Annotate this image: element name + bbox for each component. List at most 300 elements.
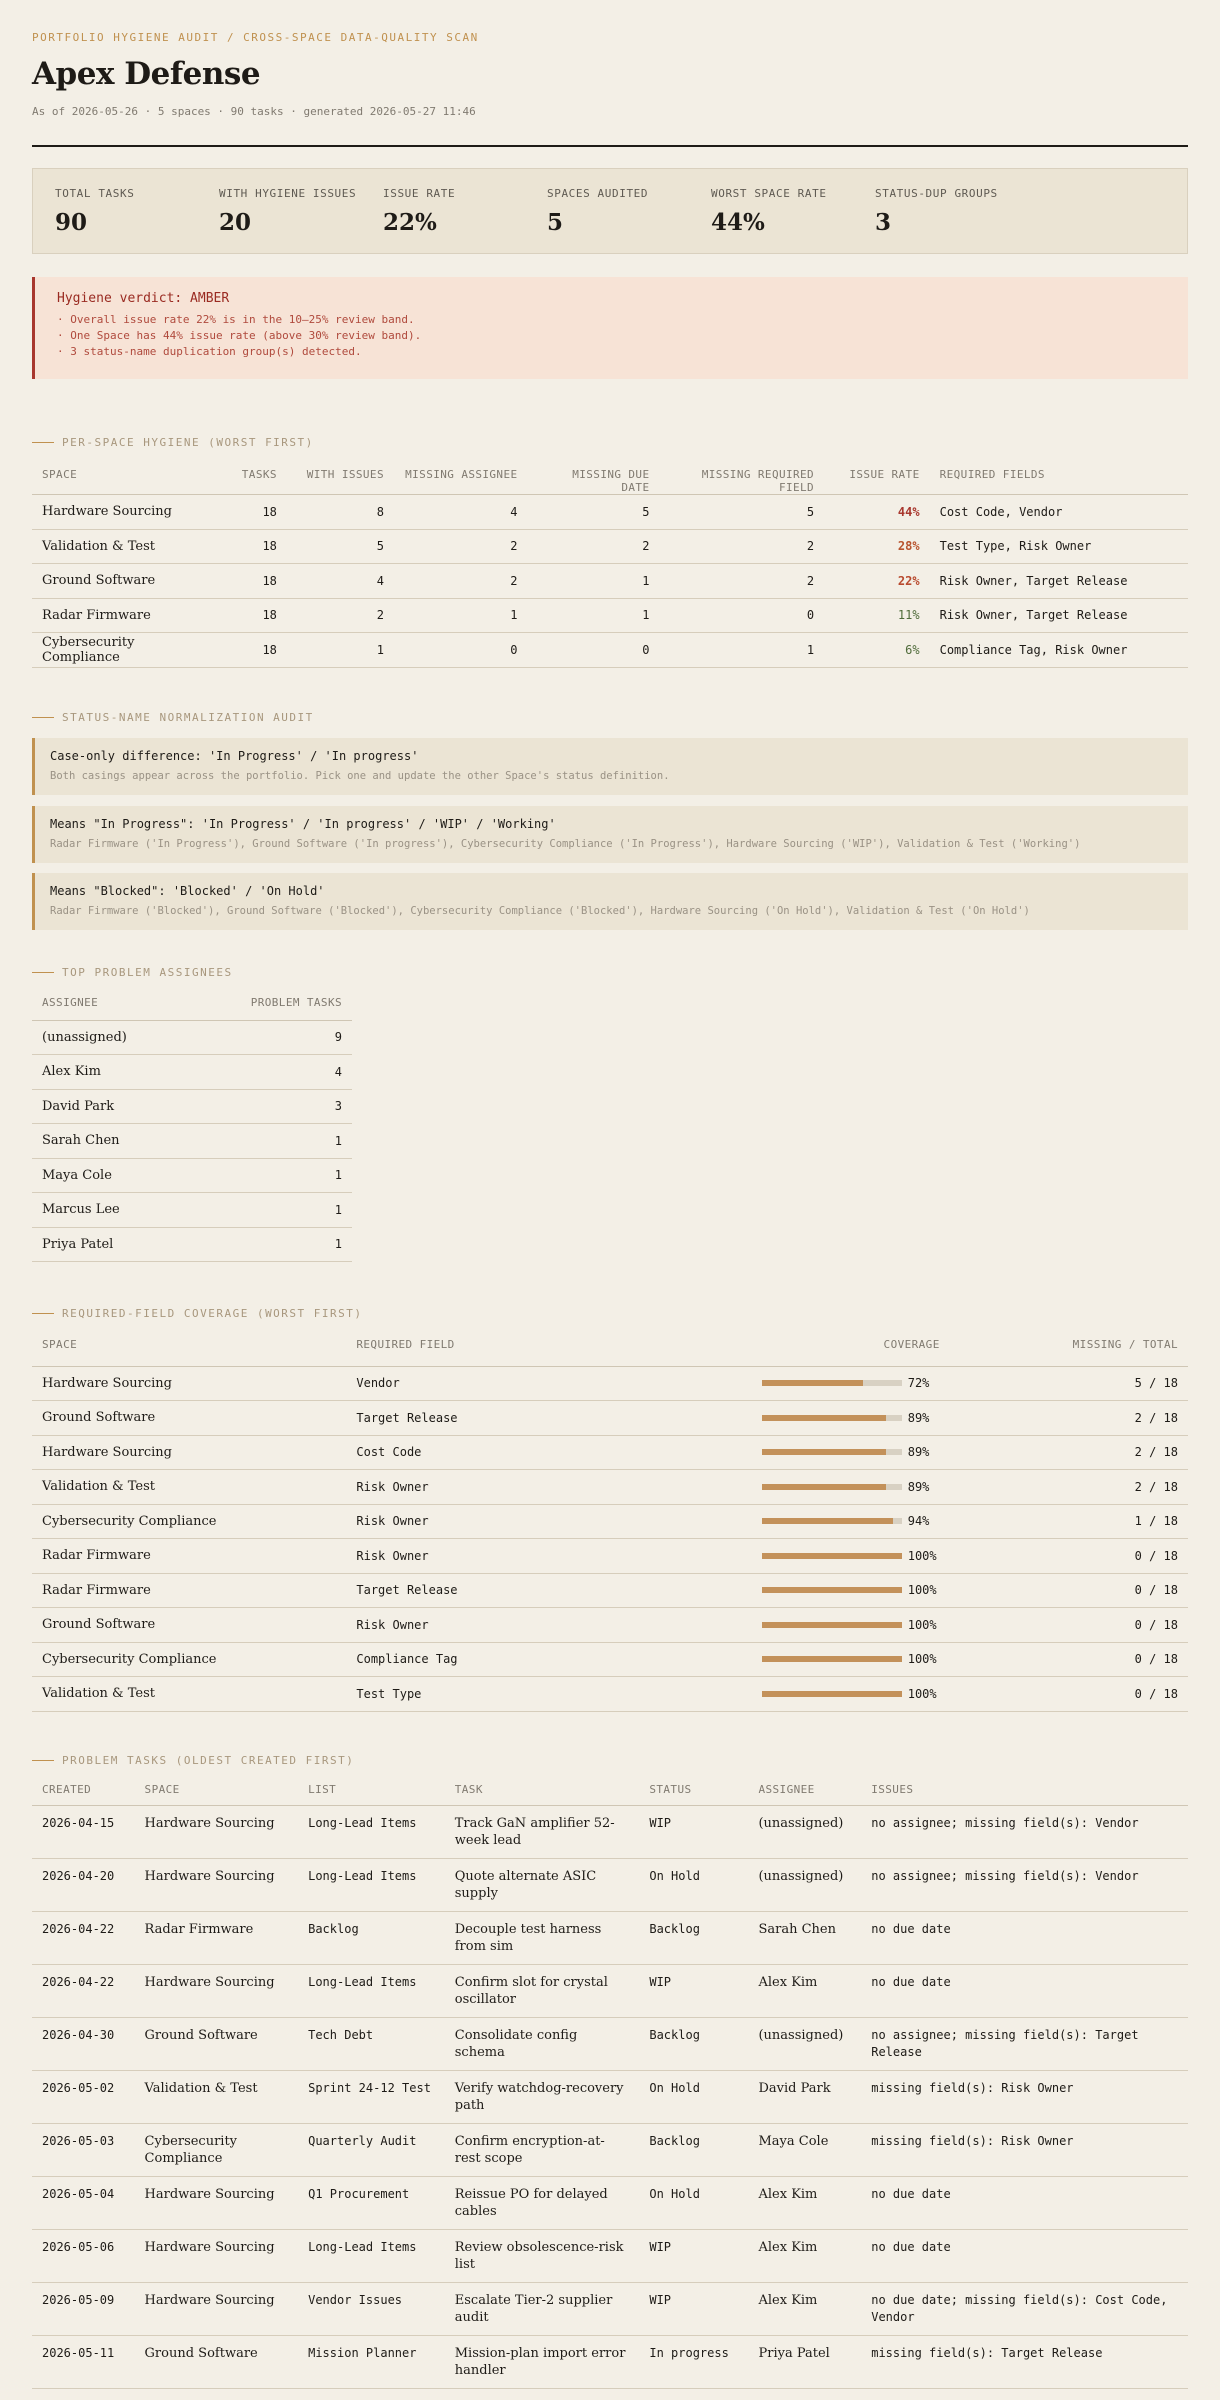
table-row xyxy=(32,1227,352,1262)
table-cell: 18 xyxy=(212,633,286,668)
coverage-field: Cost Code xyxy=(346,1435,642,1470)
coverage-percent: 89% xyxy=(907,1445,930,1460)
table-cell: 2 xyxy=(528,529,660,564)
section-label: REQUIRED-FIELD COVERAGE (WORST FIRST) xyxy=(62,1307,363,1320)
stat-value: 22% xyxy=(383,209,437,236)
assignee-count: 1 xyxy=(187,1193,352,1228)
column-header: SPACE xyxy=(135,1783,299,1805)
table-header-row xyxy=(32,468,1188,495)
assignee-name: David Park xyxy=(32,1089,187,1124)
task-assignee: Maya Cole xyxy=(748,2123,861,2176)
task-list: Tech Debt xyxy=(298,2017,445,2070)
coverage-missing: 0 / 18 xyxy=(950,1677,1188,1712)
coverage-missing: 5 / 18 xyxy=(950,1366,1188,1401)
coverage-cell xyxy=(643,1573,950,1608)
status-norm-detail: Radar Firmware ('In Progress'), Ground Software ('In progress'), Cybersecurity Compliance ('In Progress'), Hardware Sourcing ('WIP'), Validation & Test ('Working') xyxy=(50,838,1081,850)
task-issues: missing field(s): Target Release xyxy=(861,2335,1188,2388)
coverage-missing: 2 / 18 xyxy=(950,1435,1188,1470)
coverage-field: Target Release xyxy=(346,1573,642,1608)
task-assignee: (unassigned) xyxy=(748,1805,861,1858)
status-norm-heading: Case-only difference: 'In Progress' / 'In progress' xyxy=(50,749,419,763)
column-header: PROBLEM TASKS xyxy=(187,996,352,1020)
column-header: MISSING / TOTAL xyxy=(950,1338,1188,1366)
task-space: Hardware Sourcing xyxy=(135,2229,299,2282)
coverage-missing: 0 / 18 xyxy=(950,1539,1188,1574)
table-cell: 5 xyxy=(528,495,660,530)
table-cell: 8 xyxy=(287,495,394,530)
task-issues: missing field(s): Risk Owner xyxy=(861,2123,1188,2176)
column-header: ISSUES xyxy=(861,1783,1188,1805)
stat-value: 20 xyxy=(219,209,252,236)
per-space-table xyxy=(32,468,1188,668)
coverage-bar xyxy=(762,1553,902,1559)
task-created: 2026-05-11 xyxy=(32,2335,135,2388)
table-row xyxy=(32,1573,1188,1608)
section-dash xyxy=(32,1760,54,1761)
task-issues: no assignee; missing field(s): Vendor xyxy=(861,1805,1188,1858)
coverage-meter xyxy=(653,1445,940,1459)
stat-card xyxy=(383,187,455,236)
table-row xyxy=(32,495,1188,530)
task-name: Escalate Tier-2 supplier audit xyxy=(445,2282,640,2335)
coverage-field: Target Release xyxy=(346,1401,642,1436)
summary-stats xyxy=(32,168,1188,254)
coverage-bar xyxy=(762,1656,902,1662)
coverage-space: Hardware Sourcing xyxy=(32,1435,346,1470)
task-space: Ground Software xyxy=(135,2017,299,2070)
stat-label: WORST SPACE RATE xyxy=(711,187,827,200)
coverage-bar-fill xyxy=(762,1484,887,1490)
section-dash xyxy=(32,972,54,973)
table-header-row xyxy=(32,1783,1188,1805)
table-row xyxy=(32,1193,352,1228)
page-title: Apex Defense xyxy=(32,56,261,92)
task-name: Review obsolescence-risk list xyxy=(445,2229,640,2282)
coverage-bar xyxy=(762,1587,902,1593)
assignee-count: 4 xyxy=(187,1055,352,1090)
coverage-cell xyxy=(643,1366,950,1401)
task-status: WIP xyxy=(639,1805,748,1858)
table-cell: Hardware Sourcing xyxy=(32,495,212,530)
table-row xyxy=(32,2123,1188,2176)
coverage-bar-fill xyxy=(762,1518,894,1524)
task-name: Confirm slot for crystal oscillator xyxy=(445,1964,640,2017)
task-issues: no due date xyxy=(861,2229,1188,2282)
status-norm-card xyxy=(32,806,1188,863)
table-row xyxy=(32,1539,1188,1574)
issue-rate-cell: 11% xyxy=(824,598,930,633)
assignee-count: 1 xyxy=(187,1227,352,1262)
coverage-meter xyxy=(653,1583,940,1597)
assignee-count: 9 xyxy=(187,1020,352,1055)
stat-value: 3 xyxy=(875,209,892,236)
table-row xyxy=(32,1677,1188,1712)
stat-value: 5 xyxy=(547,209,564,236)
assignee-count: 1 xyxy=(187,1158,352,1193)
table-row xyxy=(32,1435,1188,1470)
section-title-assignees xyxy=(32,966,233,979)
task-list: Backlog xyxy=(298,1911,445,1964)
assignee-name: Marcus Lee xyxy=(32,1193,187,1228)
task-issues: no due date xyxy=(861,1911,1188,1964)
table-cell: 0 xyxy=(659,598,824,633)
task-assignee: Sarah Chen xyxy=(748,1911,861,1964)
coverage-meter xyxy=(653,1618,940,1632)
table-cell: Radar Firmware xyxy=(32,598,212,633)
coverage-bar-fill xyxy=(762,1449,887,1455)
task-name: Mission-plan import error handler xyxy=(445,2335,640,2388)
task-issues: no due date xyxy=(861,2176,1188,2229)
table-row xyxy=(32,2176,1188,2229)
verdict-line: · 3 status-name duplication group(s) detected. xyxy=(57,345,362,358)
coverage-bar-fill xyxy=(762,1380,863,1386)
coverage-missing: 1 / 18 xyxy=(950,1504,1188,1539)
table-cell: 18 xyxy=(212,495,286,530)
table-row xyxy=(32,1470,1188,1505)
table-cell: 18 xyxy=(212,564,286,599)
stat-card xyxy=(875,187,998,236)
coverage-field: Test Type xyxy=(346,1677,642,1712)
task-assignee: Priya Patel xyxy=(748,2335,861,2388)
section-label: PER-SPACE HYGIENE (WORST FIRST) xyxy=(62,436,314,449)
column-header: COVERAGE xyxy=(643,1338,950,1366)
task-created: 2026-05-04 xyxy=(32,2176,135,2229)
table-row xyxy=(32,1089,352,1124)
column-header: REQUIRED FIELD xyxy=(346,1338,642,1366)
status-norm-card xyxy=(32,873,1188,930)
table-row xyxy=(32,598,1188,633)
task-created: 2026-05-06 xyxy=(32,2229,135,2282)
column-header: LIST xyxy=(298,1783,445,1805)
task-issues: no due date; missing field(s): Cost Code, Vendor xyxy=(861,2282,1188,2335)
section-title-per-space xyxy=(32,436,314,449)
task-issues: no assignee; missing field(s): Target Release xyxy=(861,2017,1188,2070)
table-cell: 18 xyxy=(212,598,286,633)
task-status: On Hold xyxy=(639,2176,748,2229)
task-status: Backlog xyxy=(639,1911,748,1964)
coverage-space: Cybersecurity Compliance xyxy=(32,1642,346,1677)
status-norm-detail: Radar Firmware ('Blocked'), Ground Software ('Blocked'), Cybersecurity Compliance ('Blocked'), Hardware Sourcing ('On Hold'), Validation & Test ('On Hold') xyxy=(50,905,1030,917)
table-cell: 2 xyxy=(659,564,824,599)
task-issues: no due date xyxy=(861,1964,1188,2017)
coverage-bar xyxy=(762,1518,902,1524)
task-space: Hardware Sourcing xyxy=(135,2282,299,2335)
column-header: SPACE xyxy=(32,1338,346,1366)
coverage-meter xyxy=(653,1514,940,1528)
task-assignee: David Park xyxy=(748,2070,861,2123)
task-list: Q1 Procurement xyxy=(298,2176,445,2229)
task-space: Hardware Sourcing xyxy=(135,2176,299,2229)
table-cell: 4 xyxy=(287,564,394,599)
table-cell: Validation & Test xyxy=(32,529,212,564)
stat-label: TOTAL TASKS xyxy=(55,187,135,200)
column-header: MISSING ASSIGNEE xyxy=(394,468,528,495)
coverage-percent: 100% xyxy=(907,1583,937,1598)
section-title-status-norm xyxy=(32,711,314,724)
coverage-percent: 100% xyxy=(907,1548,937,1563)
coverage-missing: 0 / 18 xyxy=(950,1573,1188,1608)
task-assignee: Alex Kim xyxy=(748,2229,861,2282)
problem-tasks-table xyxy=(32,1783,1188,2389)
table-cell: Ground Software xyxy=(32,564,212,599)
table-cell: 2 xyxy=(394,529,528,564)
stat-value: 44% xyxy=(711,209,765,236)
status-norm-detail: Both casings appear across the portfolio. Pick one and update the other Space's status definition. xyxy=(50,770,670,782)
column-header: ISSUE RATE xyxy=(824,468,930,495)
coverage-bar xyxy=(762,1415,902,1421)
task-name: Consolidate config schema xyxy=(445,2017,640,2070)
column-header: TASK xyxy=(445,1783,640,1805)
task-list: Mission Planner xyxy=(298,2335,445,2388)
coverage-percent: 100% xyxy=(907,1617,937,1632)
table-row xyxy=(32,1055,352,1090)
coverage-percent: 94% xyxy=(907,1514,930,1529)
section-dash xyxy=(32,1313,54,1314)
table-cell: Risk Owner, Target Release xyxy=(930,598,1188,633)
task-status: In progress xyxy=(639,2335,748,2388)
table-row xyxy=(32,1911,1188,1964)
table-row xyxy=(32,2070,1188,2123)
coverage-cell xyxy=(643,1401,950,1436)
task-status: Backlog xyxy=(639,2017,748,2070)
coverage-bar xyxy=(762,1449,902,1455)
task-created: 2026-04-30 xyxy=(32,2017,135,2070)
task-name: Verify watchdog-recovery path xyxy=(445,2070,640,2123)
task-issues: missing field(s): Risk Owner xyxy=(861,2070,1188,2123)
assignee-name: Sarah Chen xyxy=(32,1124,187,1159)
stat-label: WITH HYGIENE ISSUES xyxy=(219,187,357,200)
stat-card xyxy=(55,187,134,236)
table-row xyxy=(32,1401,1188,1436)
coverage-cell xyxy=(643,1504,950,1539)
task-list: Sprint 24-12 Test xyxy=(298,2070,445,2123)
coverage-meter xyxy=(653,1411,940,1425)
assignees-table xyxy=(32,996,352,1262)
assignee-count: 1 xyxy=(187,1124,352,1159)
section-title-coverage xyxy=(32,1307,363,1320)
coverage-meter xyxy=(653,1687,940,1701)
table-cell: 1 xyxy=(287,633,394,668)
task-status: WIP xyxy=(639,2229,748,2282)
coverage-bar-fill xyxy=(762,1691,902,1697)
coverage-field: Compliance Tag xyxy=(346,1642,642,1677)
assignee-name: Maya Cole xyxy=(32,1158,187,1193)
header-divider xyxy=(32,145,1188,147)
coverage-bar xyxy=(762,1484,902,1490)
table-row xyxy=(32,1124,352,1159)
task-status: On Hold xyxy=(639,2070,748,2123)
table-cell: 2 xyxy=(287,598,394,633)
assignee-name: (unassigned) xyxy=(32,1020,187,1055)
column-header: TASKS xyxy=(212,468,286,495)
task-status: On Hold xyxy=(639,1858,748,1911)
task-status: Backlog xyxy=(639,2123,748,2176)
stat-card xyxy=(711,187,827,236)
table-cell: 5 xyxy=(659,495,824,530)
coverage-bar xyxy=(762,1691,902,1697)
coverage-percent: 89% xyxy=(907,1479,930,1494)
coverage-bar-fill xyxy=(762,1622,902,1628)
column-header: MISSING DUE DATE xyxy=(528,468,660,495)
issue-rate-cell: 28% xyxy=(824,529,930,564)
table-row xyxy=(32,564,1188,599)
task-created: 2026-04-22 xyxy=(32,1964,135,2017)
stat-card xyxy=(219,187,356,236)
section-dash xyxy=(32,717,54,718)
assignee-count: 3 xyxy=(187,1089,352,1124)
coverage-space: Ground Software xyxy=(32,1401,346,1436)
task-list: Long-Lead Items xyxy=(298,2229,445,2282)
task-space: Ground Software xyxy=(135,2335,299,2388)
table-row xyxy=(32,529,1188,564)
section-label: STATUS-NAME NORMALIZATION AUDIT xyxy=(62,711,314,724)
task-name: Track GaN amplifier 52-week lead xyxy=(445,1805,640,1858)
coverage-cell xyxy=(643,1470,950,1505)
task-status: WIP xyxy=(639,1964,748,2017)
coverage-missing: 2 / 18 xyxy=(950,1401,1188,1436)
table-row xyxy=(32,1020,352,1055)
coverage-field: Risk Owner xyxy=(346,1608,642,1643)
issue-rate-cell: 44% xyxy=(824,495,930,530)
task-list: Vendor Issues xyxy=(298,2282,445,2335)
status-norm-card xyxy=(32,738,1188,795)
section-title-problem-tasks xyxy=(32,1754,354,1767)
coverage-percent: 89% xyxy=(907,1410,930,1425)
task-name: Confirm encryption-at-rest scope xyxy=(445,2123,640,2176)
table-cell: 1 xyxy=(394,598,528,633)
table-row xyxy=(32,1366,1188,1401)
task-list: Long-Lead Items xyxy=(298,1964,445,2017)
task-created: 2026-04-22 xyxy=(32,1911,135,1964)
table-row xyxy=(32,633,1188,668)
verdict-line: · Overall issue rate 22% is in the 10–25% review band. xyxy=(57,313,415,326)
coverage-bar xyxy=(762,1622,902,1628)
task-list: Quarterly Audit xyxy=(298,2123,445,2176)
task-created: 2026-04-15 xyxy=(32,1805,135,1858)
task-list: Long-Lead Items xyxy=(298,1805,445,1858)
table-cell: 2 xyxy=(659,529,824,564)
coverage-cell xyxy=(643,1435,950,1470)
coverage-space: Cybersecurity Compliance xyxy=(32,1504,346,1539)
table-row xyxy=(32,1964,1188,2017)
coverage-cell xyxy=(643,1677,950,1712)
coverage-percent: 100% xyxy=(907,1652,937,1667)
coverage-space: Hardware Sourcing xyxy=(32,1366,346,1401)
coverage-space: Ground Software xyxy=(32,1608,346,1643)
assignee-name: Alex Kim xyxy=(32,1055,187,1090)
coverage-meter xyxy=(653,1480,940,1494)
coverage-table xyxy=(32,1338,1188,1712)
table-cell: 1 xyxy=(528,564,660,599)
table-row xyxy=(32,1158,352,1193)
task-space: Hardware Sourcing xyxy=(135,1858,299,1911)
coverage-meter xyxy=(653,1549,940,1563)
coverage-bar-fill xyxy=(762,1587,902,1593)
table-cell: 5 xyxy=(287,529,394,564)
task-space: Radar Firmware xyxy=(135,1911,299,1964)
table-cell: 1 xyxy=(528,598,660,633)
task-issues: no assignee; missing field(s): Vendor xyxy=(861,1858,1188,1911)
task-assignee: Alex Kim xyxy=(748,1964,861,2017)
coverage-bar-fill xyxy=(762,1415,887,1421)
table-row xyxy=(32,1642,1188,1677)
table-row xyxy=(32,1858,1188,1911)
section-label: TOP PROBLEM ASSIGNEES xyxy=(62,966,233,979)
coverage-field: Risk Owner xyxy=(346,1539,642,1574)
table-cell: 0 xyxy=(394,633,528,668)
coverage-cell xyxy=(643,1539,950,1574)
table-row xyxy=(32,2282,1188,2335)
status-norm-heading: Means "In Progress": 'In Progress' / 'In progress' / 'WIP' / 'Working' xyxy=(50,817,556,831)
column-header: REQUIRED FIELDS xyxy=(930,468,1188,495)
hygiene-verdict-banner xyxy=(32,277,1188,379)
table-cell: 0 xyxy=(528,633,660,668)
column-header: ASSIGNEE xyxy=(32,996,187,1020)
stat-value: 90 xyxy=(55,209,88,236)
task-assignee: Alex Kim xyxy=(748,2282,861,2335)
task-created: 2026-05-09 xyxy=(32,2282,135,2335)
table-row xyxy=(32,2335,1188,2388)
column-header: MISSING REQUIRED FIELD xyxy=(659,468,824,495)
task-status: WIP xyxy=(639,2282,748,2335)
coverage-cell xyxy=(643,1608,950,1643)
coverage-meter xyxy=(653,1376,940,1390)
task-created: 2026-05-03 xyxy=(32,2123,135,2176)
coverage-space: Radar Firmware xyxy=(32,1539,346,1574)
task-space: Hardware Sourcing xyxy=(135,1964,299,2017)
section-label: PROBLEM TASKS (OLDEST CREATED FIRST) xyxy=(62,1754,355,1767)
coverage-meter xyxy=(653,1652,940,1666)
coverage-field: Risk Owner xyxy=(346,1504,642,1539)
stat-card xyxy=(547,187,648,236)
table-cell: 18 xyxy=(212,529,286,564)
coverage-space: Validation & Test xyxy=(32,1677,346,1712)
coverage-missing: 0 / 18 xyxy=(950,1642,1188,1677)
table-header-row xyxy=(32,996,352,1020)
coverage-cell xyxy=(643,1642,950,1677)
task-assignee: (unassigned) xyxy=(748,1858,861,1911)
column-header: STATUS xyxy=(639,1783,748,1805)
column-header: WITH ISSUES xyxy=(287,468,394,495)
table-cell: 2 xyxy=(394,564,528,599)
coverage-missing: 0 / 18 xyxy=(950,1608,1188,1643)
coverage-bar xyxy=(762,1380,902,1386)
task-space: Validation & Test xyxy=(135,2070,299,2123)
coverage-space: Radar Firmware xyxy=(32,1573,346,1608)
table-cell: Cybersecurity Compliance xyxy=(32,633,212,668)
task-name: Quote alternate ASIC supply xyxy=(445,1858,640,1911)
table-row xyxy=(32,2229,1188,2282)
task-space: Hardware Sourcing xyxy=(135,1805,299,1858)
table-cell: Compliance Tag, Risk Owner xyxy=(930,633,1188,668)
report-meta: As of 2026-05-26 · 5 spaces · 90 tasks · generated 2026-05-27 11:46 xyxy=(32,105,476,118)
table-row xyxy=(32,2017,1188,2070)
coverage-bar-fill xyxy=(762,1656,902,1662)
coverage-field: Risk Owner xyxy=(346,1470,642,1505)
coverage-field: Vendor xyxy=(346,1366,642,1401)
section-dash xyxy=(32,442,54,443)
coverage-percent: 100% xyxy=(907,1686,937,1701)
table-cell: Test Type, Risk Owner xyxy=(930,529,1188,564)
issue-rate-cell: 22% xyxy=(824,564,930,599)
column-header: SPACE xyxy=(32,468,212,495)
task-created: 2026-05-02 xyxy=(32,2070,135,2123)
coverage-missing: 2 / 18 xyxy=(950,1470,1188,1505)
status-norm-heading: Means "Blocked": 'Blocked' / 'On Hold' xyxy=(50,884,325,898)
table-cell: Risk Owner, Target Release xyxy=(930,564,1188,599)
table-row xyxy=(32,1608,1188,1643)
column-header: CREATED xyxy=(32,1783,135,1805)
